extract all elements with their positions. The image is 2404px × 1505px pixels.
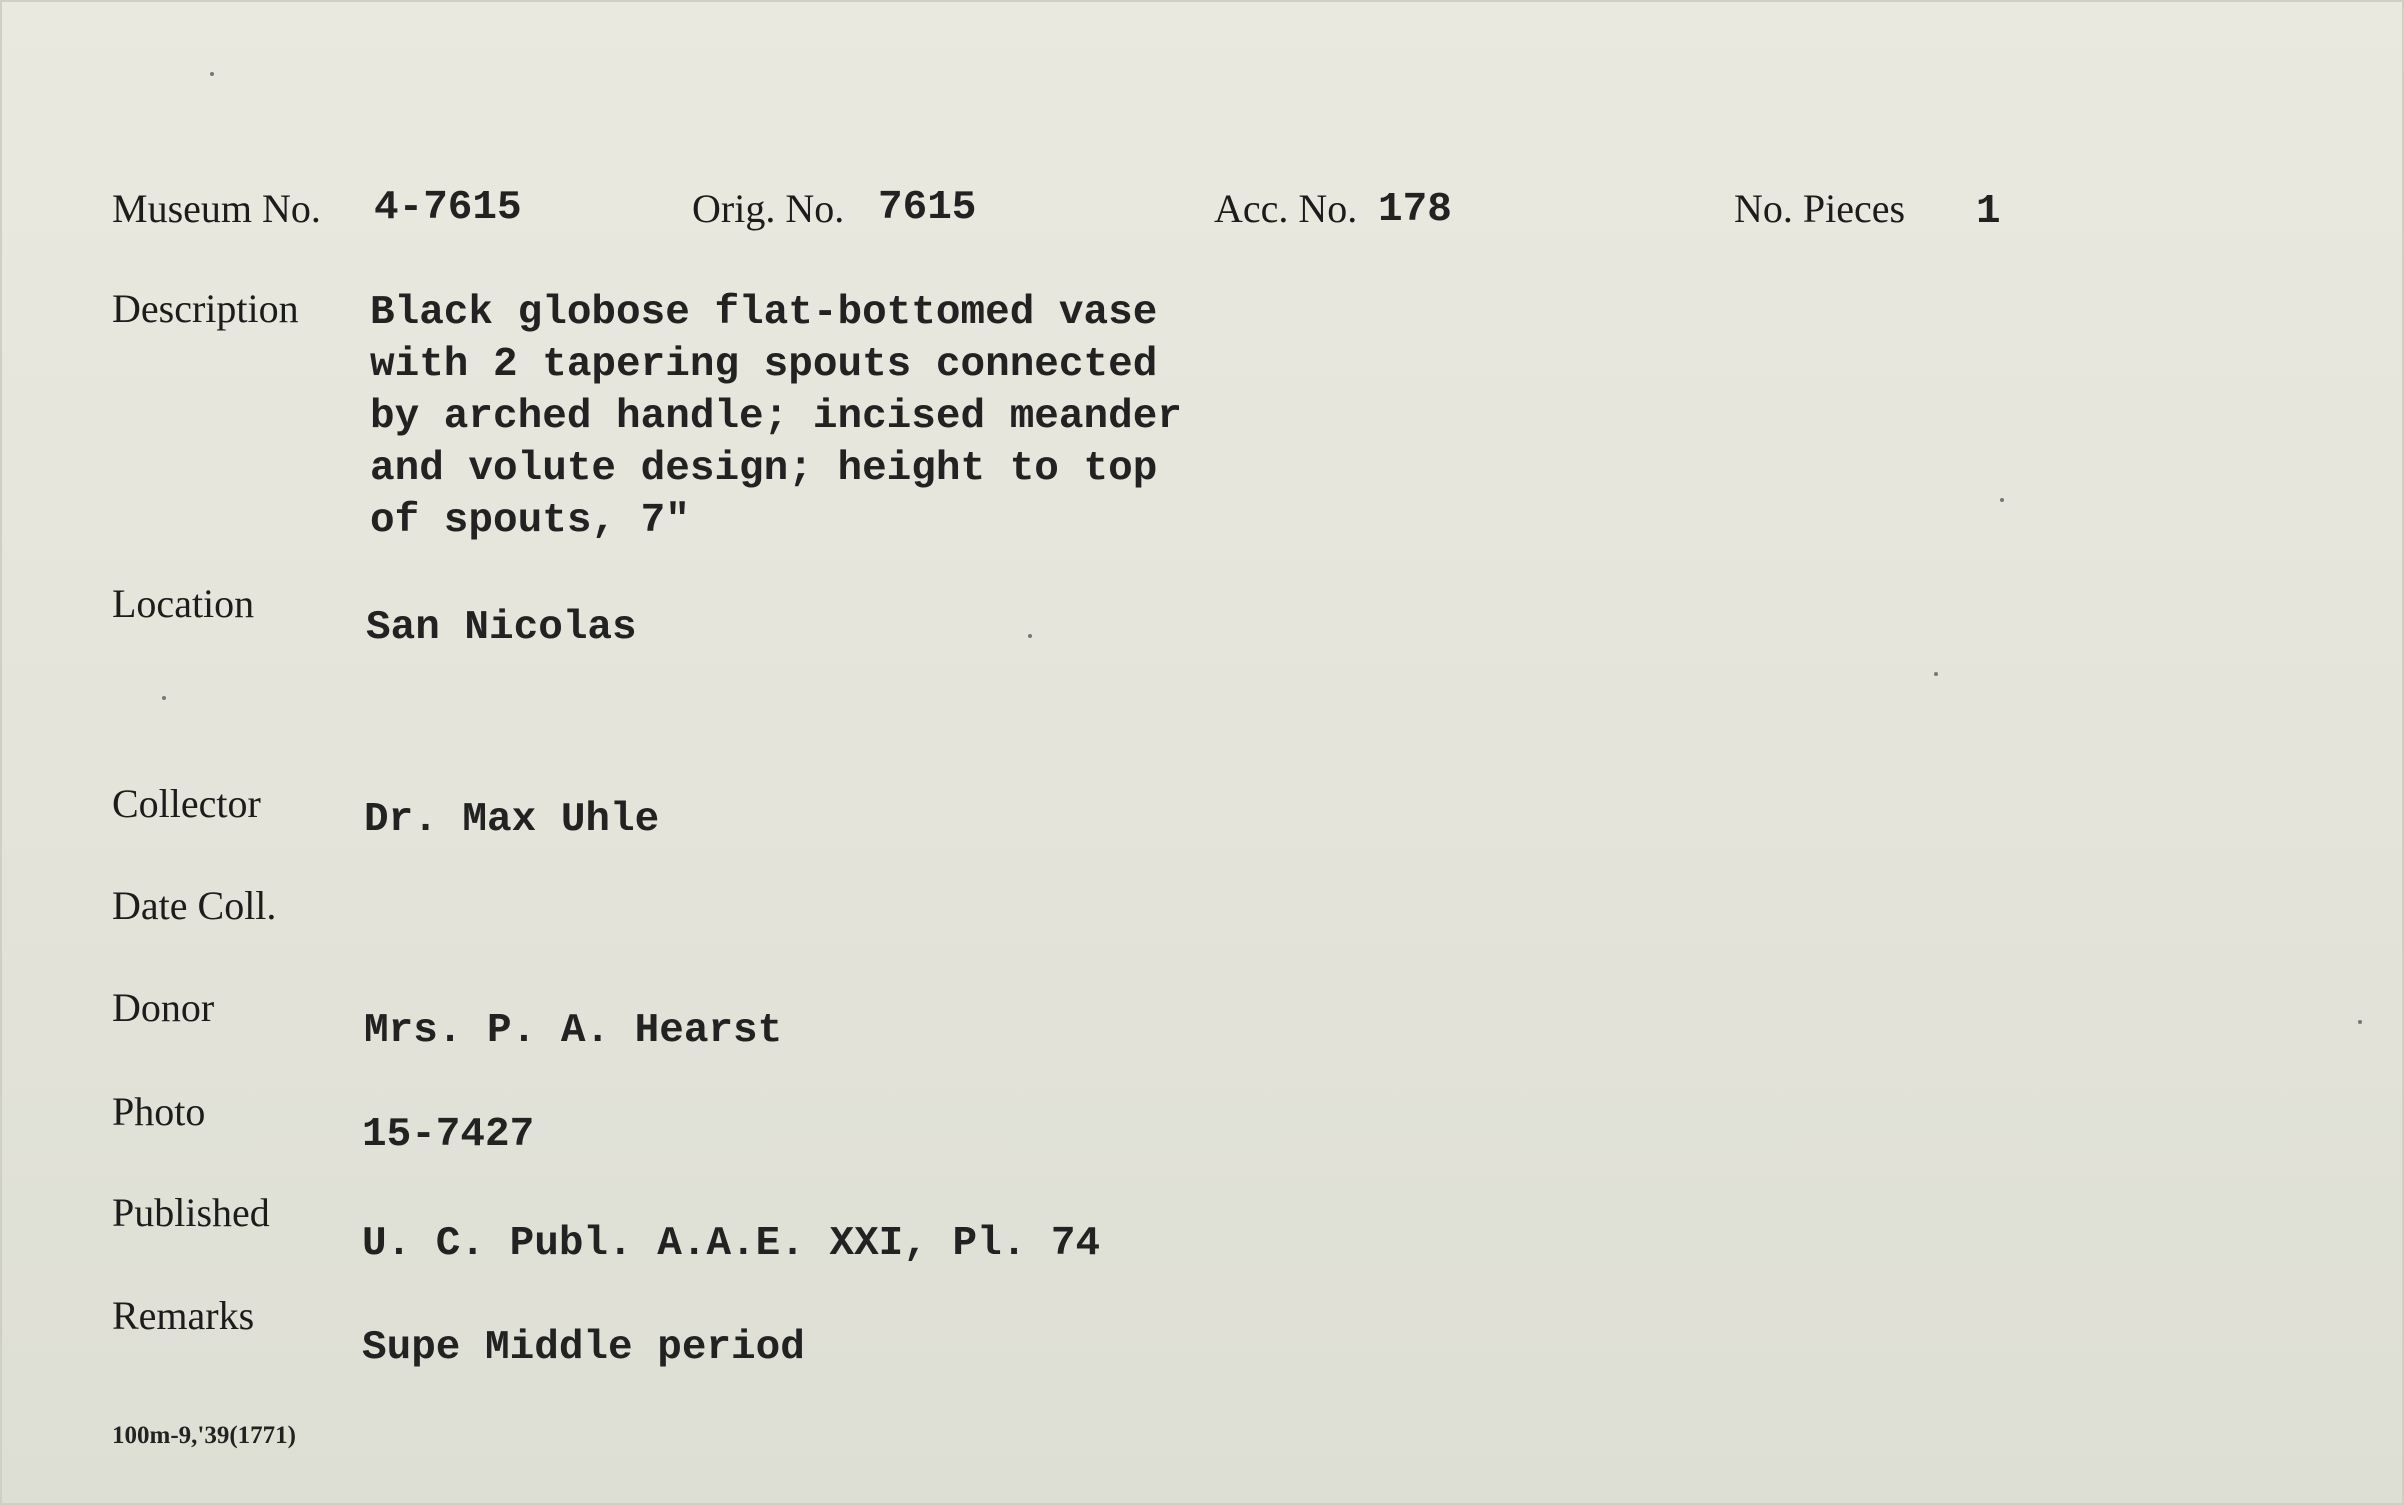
print-code: 100m-9,'39(1771): [112, 1422, 296, 1449]
location-value: San Nicolas: [366, 605, 637, 651]
donor-value: Mrs. P. A. Hearst: [364, 1008, 783, 1054]
published-label: Published: [112, 1190, 270, 1235]
acc-no-label: Acc. No.: [1214, 186, 1358, 231]
paper-speck: [2000, 498, 2004, 502]
orig-no-value: 7615: [878, 185, 977, 231]
description-line: of spouts, 7": [370, 498, 690, 544]
no-pieces-value: 1: [1976, 189, 2001, 235]
photo-value: 15-7427: [362, 1112, 535, 1158]
paper-speck: [1934, 672, 1938, 676]
date-coll-label: Date Coll.: [112, 883, 277, 928]
description-label: Description: [112, 286, 299, 331]
remarks-label: Remarks: [112, 1293, 255, 1338]
paper-speck: [1028, 634, 1032, 638]
collector-value: Dr. Max Uhle: [364, 797, 660, 843]
paper-speck: [2358, 1020, 2362, 1024]
published-value: U. C. Publ. A.A.E. XXI, Pl. 74: [362, 1221, 1101, 1267]
description-line: by arched handle; incised meander: [370, 394, 1182, 440]
collector-label: Collector: [112, 781, 261, 826]
donor-label: Donor: [112, 985, 215, 1030]
description-value: [370, 287, 1182, 547]
location-label: Location: [112, 581, 255, 626]
acc-no-value: 178: [1378, 187, 1452, 233]
no-pieces-label: No. Pieces: [1734, 186, 1906, 231]
description-line: with 2 tapering spouts connected: [370, 342, 1158, 388]
paper-speck: [162, 696, 166, 700]
remarks-value: Supe Middle period: [362, 1325, 805, 1371]
museum-no-value: 4-7615: [374, 185, 522, 231]
orig-no-label: Orig. No.: [692, 186, 845, 231]
photo-label: Photo: [112, 1089, 206, 1134]
description-line: and volute design; height to top: [370, 446, 1158, 492]
museum-no-label: Museum No.: [112, 186, 321, 231]
description-line: Black globose flat-bottomed vase: [370, 290, 1158, 336]
paper-speck: [210, 72, 214, 76]
